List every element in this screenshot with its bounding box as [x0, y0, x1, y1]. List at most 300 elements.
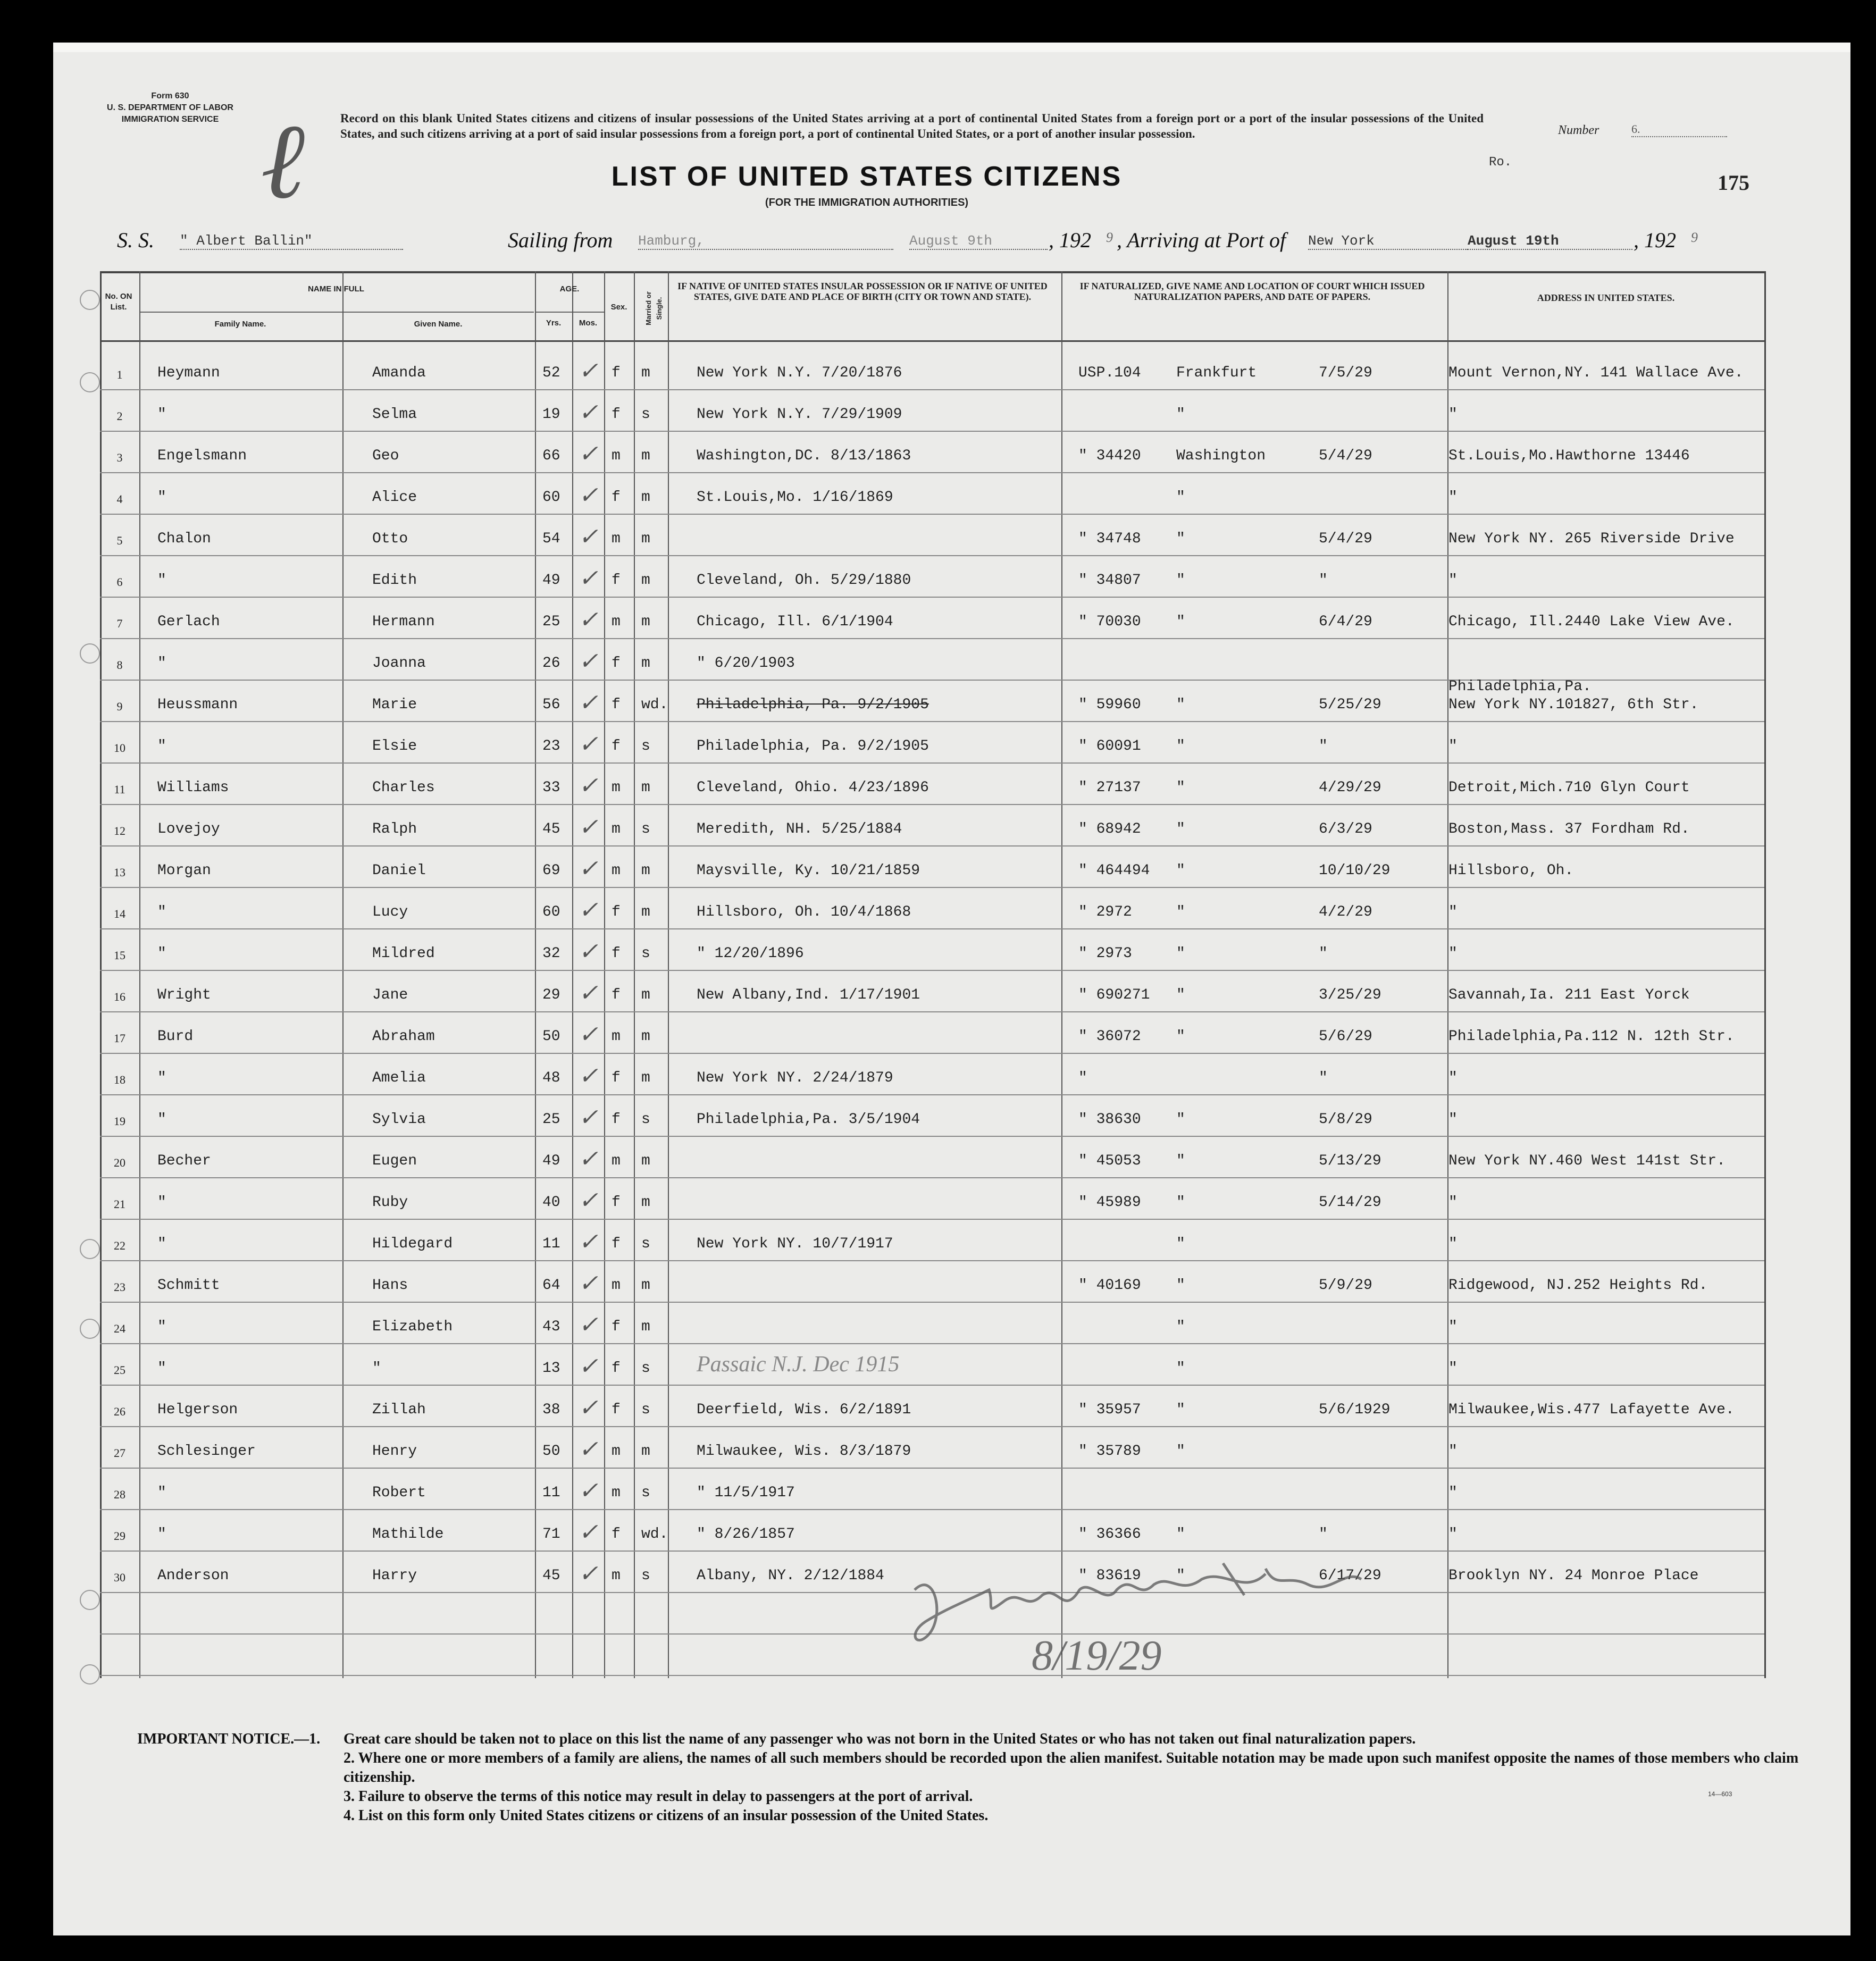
marital-status: s: [641, 1111, 650, 1128]
birth-place-date: Meredith, NH. 5/25/1884: [697, 821, 902, 837]
row-rule: [100, 1468, 1764, 1469]
us-address: Hillsboro, Oh.: [1448, 862, 1574, 879]
age-years: 11: [542, 1236, 560, 1252]
naturalization-number: " 2973: [1078, 945, 1132, 962]
naturalization-number: " 40169: [1078, 1277, 1141, 1294]
birth-place-date: Cleveland, Ohio. 4/23/1896: [697, 780, 929, 796]
age-years: 19: [542, 406, 560, 423]
marital-status: m: [641, 987, 650, 1003]
row-rule: [100, 1385, 1764, 1386]
family-name: Anderson: [157, 1568, 229, 1584]
check-mark-icon: ✓: [579, 1270, 598, 1296]
check-mark-icon: ✓: [579, 731, 598, 757]
row-rule: [100, 389, 1764, 390]
court-location: ": [1176, 945, 1185, 962]
row-rule: [100, 1094, 1764, 1095]
court-location: ": [1176, 614, 1185, 630]
check-mark-icon: ✓: [579, 1312, 598, 1338]
given-name: ": [372, 1360, 381, 1377]
court-location: ": [1176, 1153, 1185, 1169]
age-years: 38: [542, 1402, 560, 1418]
naturalization-number: USP.104: [1078, 365, 1141, 381]
age-years: 50: [542, 1028, 560, 1045]
sex: m: [612, 1443, 621, 1460]
court-location: ": [1176, 1236, 1185, 1252]
age-years: 32: [542, 945, 560, 962]
naturalization-date: 5/14/29: [1319, 1194, 1381, 1211]
birth-place-date: Philadelphia, Pa. 9/2/1905: [697, 738, 929, 755]
sex: f: [612, 738, 621, 755]
sex: f: [612, 1360, 621, 1377]
row-number: 10: [114, 741, 125, 755]
number-label: Number: [1558, 123, 1599, 137]
row-rule: [100, 721, 1764, 722]
age-years: 29: [542, 987, 560, 1003]
us-address: ": [1448, 1236, 1458, 1252]
us-address: ": [1448, 1485, 1458, 1501]
row-number: 21: [114, 1197, 125, 1211]
check-mark-icon: ✓: [579, 1104, 598, 1130]
check-mark-icon: ✓: [579, 1021, 598, 1047]
marital-status: s: [641, 1402, 650, 1418]
row-number: 18: [114, 1073, 125, 1086]
sex: f: [612, 1070, 621, 1086]
birth-place-date: Milwaukee, Wis. 8/3/1879: [697, 1443, 911, 1460]
birth-place-date: St.Louis,Mo. 1/16/1869: [697, 489, 893, 506]
naturalization-number: " 35957: [1078, 1402, 1141, 1418]
sex: m: [612, 1153, 621, 1169]
row-rule: [100, 1053, 1764, 1054]
given-name: Alice: [372, 489, 417, 506]
family-name: Gerlach: [157, 614, 220, 630]
family-name: ": [157, 1070, 166, 1086]
sex: f: [612, 1526, 621, 1543]
given-name: Amanda: [372, 365, 426, 381]
given-name: Hans: [372, 1277, 408, 1294]
row-number: 19: [114, 1114, 125, 1128]
marital-status: s: [641, 821, 650, 837]
court-location: ": [1176, 572, 1185, 589]
row-number: 11: [114, 783, 125, 796]
sex: f: [612, 945, 621, 962]
age-years: 23: [542, 738, 560, 755]
row-number: 12: [114, 824, 125, 837]
sex: f: [612, 1319, 621, 1335]
row-number: 8: [116, 658, 123, 672]
us-address: ": [1448, 1111, 1458, 1128]
given-name: Ruby: [372, 1194, 408, 1211]
page-number: 175: [1718, 171, 1749, 195]
punch-hole: [80, 1319, 100, 1339]
punch-hole: [80, 1239, 100, 1259]
sex: m: [612, 862, 621, 879]
birth-place-date: Philadelphia,Pa. 3/5/1904: [697, 1111, 920, 1128]
given-name: Elsie: [372, 738, 417, 755]
row-rule: [100, 1219, 1764, 1220]
header-age: AGE.: [559, 284, 580, 294]
marital-status: s: [641, 1236, 650, 1252]
marital-status: m: [641, 1319, 650, 1335]
ship-name: " Albert Ballin": [180, 233, 403, 250]
naturalization-date: 5/4/29: [1319, 448, 1372, 464]
sex: f: [612, 987, 621, 1003]
page-title: LIST OF UNITED STATES CITIZENS: [611, 161, 1123, 192]
sex: m: [612, 614, 621, 630]
marital-status: m: [641, 531, 650, 547]
marital-status: m: [641, 1277, 650, 1294]
naturalization-date: 10/10/29: [1319, 862, 1391, 879]
header-married-single: Married or Single.: [644, 291, 663, 325]
birth-place-date: New York NY. 10/7/1917: [697, 1236, 893, 1252]
given-name: Harry: [372, 1568, 417, 1584]
us-address: ": [1448, 1443, 1458, 1460]
given-name: Joanna: [372, 655, 426, 672]
header-name-in-full: NAME IN FULL: [308, 284, 364, 294]
us-address: ": [1448, 1194, 1458, 1211]
row-number: 24: [114, 1322, 125, 1335]
marital-status: m: [641, 1443, 650, 1460]
age-years: 60: [542, 904, 560, 920]
naturalization-date: ": [1319, 738, 1328, 755]
check-mark-icon: ✓: [579, 1146, 598, 1172]
family-name: Schlesinger: [157, 1443, 256, 1460]
naturalization-date: ": [1319, 1526, 1328, 1543]
us-address: ": [1448, 945, 1458, 962]
court-location: ": [1176, 1111, 1185, 1128]
row-number: 3: [116, 451, 123, 464]
family-name: ": [157, 904, 166, 920]
birth-place-date: Washington,DC. 8/13/1863: [697, 448, 911, 464]
family-name: Morgan: [157, 862, 211, 879]
row-rule: [100, 1136, 1764, 1137]
row-rule: [100, 1011, 1764, 1012]
us-address: Chicago, Ill.2440 Lake View Ave.: [1448, 614, 1735, 630]
age-years: 26: [542, 655, 560, 672]
marital-status: s: [641, 1360, 650, 1377]
us-address: ": [1448, 1360, 1458, 1377]
sex: m: [612, 1277, 621, 1294]
punch-hole: [80, 1664, 100, 1685]
marital-status: m: [641, 1194, 650, 1211]
given-name: Henry: [372, 1443, 417, 1460]
sex: f: [612, 489, 621, 506]
handwritten-mark: ℓ: [261, 103, 305, 221]
given-name: Selma: [372, 406, 417, 423]
given-name: Zillah: [372, 1402, 426, 1418]
given-name: Edith: [372, 572, 417, 589]
birth-place-date: Philadelphia, Pa. 9/2/1905: [697, 697, 929, 713]
court-location: Frankfurt: [1176, 365, 1257, 381]
age-years: 43: [542, 1319, 560, 1335]
given-name: Hildegard: [372, 1236, 453, 1252]
marital-status: wd.: [641, 1526, 668, 1543]
court-location: ": [1176, 780, 1185, 796]
arriving-label: , Arriving at Port of: [1117, 228, 1286, 252]
check-mark-icon: ✓: [579, 482, 598, 508]
sex: f: [612, 1111, 621, 1128]
header-no: No. ON List.: [105, 292, 132, 312]
header-bottom-rule: [100, 340, 1764, 342]
us-address: ": [1448, 904, 1458, 920]
us-address: New York NY.101827, 6th Str.: [1448, 697, 1699, 713]
us-address: St.Louis,Mo.Hawthorne 13446: [1448, 448, 1690, 464]
naturalization-date: 5/9/29: [1319, 1277, 1372, 1294]
notice-body: [344, 1730, 1811, 1825]
birth-place-date: Maysville, Ky. 10/21/1859: [697, 862, 920, 879]
given-name: Amelia: [372, 1070, 426, 1086]
court-location: ": [1176, 987, 1185, 1003]
header-mos: Mos.: [579, 319, 598, 328]
family-name: ": [157, 1526, 166, 1543]
naturalization-number: " 60091: [1078, 738, 1141, 755]
us-address: Savannah,Ia. 211 East Yorck: [1448, 987, 1690, 1003]
check-mark-icon: ✓: [579, 441, 598, 467]
check-mark-icon: ✓: [579, 897, 598, 923]
arrival-port: New York: [1308, 233, 1468, 250]
row-number: 14: [114, 907, 125, 920]
us-address: Philadelphia,Pa.112 N. 12th Str.: [1448, 1028, 1735, 1045]
row-number: 26: [114, 1405, 125, 1418]
birth-place-date: New York N.Y. 7/20/1876: [697, 365, 902, 381]
row-rule: [100, 1302, 1764, 1303]
birth-place-date: " 8/26/1857: [697, 1526, 795, 1543]
us-address: ": [1448, 406, 1458, 423]
naturalization-date: 4/2/29: [1319, 904, 1372, 920]
age-years: 25: [542, 614, 560, 630]
court-location: ": [1176, 821, 1185, 837]
family-name: ": [157, 572, 166, 589]
us-address: Milwaukee,Wis.477 Lafayette Ave.: [1448, 1402, 1735, 1418]
row-number: 27: [114, 1446, 125, 1460]
form-number: Form 630: [151, 91, 189, 100]
row-rule: [100, 514, 1764, 515]
birth-place-date: New York NY. 2/24/1879: [697, 1070, 893, 1086]
marital-status: s: [641, 406, 650, 423]
row-number: 9: [116, 700, 123, 713]
check-mark-icon: ✓: [579, 399, 598, 425]
family-name: ": [157, 406, 166, 423]
check-mark-icon: ✓: [579, 607, 598, 633]
age-years: 13: [542, 1360, 560, 1377]
birth-place-date: Hillsboro, Oh. 10/4/1868: [697, 904, 911, 920]
row-rule: [100, 1343, 1764, 1344]
age-years: 56: [542, 697, 560, 713]
sex: m: [612, 1568, 621, 1584]
us-address: Ridgewood, NJ.252 Heights Rd.: [1448, 1277, 1708, 1294]
marital-status: m: [641, 448, 650, 464]
check-mark-icon: ✓: [579, 524, 598, 550]
check-mark-icon: ✓: [579, 1519, 598, 1545]
given-name: Charles: [372, 780, 435, 796]
sex: m: [612, 1028, 621, 1045]
header-yrs: Yrs.: [546, 319, 562, 328]
us-address: ": [1448, 1319, 1458, 1335]
naturalization-number: " 27137: [1078, 780, 1141, 796]
court-location: ": [1176, 1277, 1185, 1294]
naturalization-number: " 690271: [1078, 987, 1150, 1003]
marital-status: m: [641, 365, 650, 381]
row-rule: [100, 1551, 1764, 1552]
court-location: ": [1176, 1568, 1185, 1584]
row-rule: [100, 431, 1764, 432]
birth-place-date: New Albany,Ind. 1/17/1901: [697, 987, 920, 1003]
court-location: ": [1176, 1028, 1185, 1045]
naturalization-date: 5/6/29: [1319, 1028, 1372, 1045]
us-address: ": [1448, 1526, 1458, 1543]
row-number: 29: [114, 1529, 125, 1543]
ss-label: S. S.: [117, 228, 154, 252]
sex: m: [612, 448, 621, 464]
given-name: Mildred: [372, 945, 435, 962]
notice-lead: IMPORTANT NOTICE.—1.: [137, 1731, 321, 1747]
age-years: 25: [542, 1111, 560, 1128]
check-mark-icon: ✓: [579, 1395, 598, 1421]
court-location: ": [1176, 406, 1185, 423]
naturalization-number: " 34807: [1078, 572, 1141, 589]
naturalization-number: " 83619: [1078, 1568, 1141, 1584]
naturalization-number: " 59960: [1078, 697, 1141, 713]
marital-status: m: [641, 572, 650, 589]
row-rule: [100, 555, 1764, 556]
age-years: 60: [542, 489, 560, 506]
age-years: 71: [542, 1526, 560, 1543]
marital-status: s: [641, 1485, 650, 1501]
sex: f: [612, 1194, 621, 1211]
punch-hole: [80, 643, 100, 664]
birth-place-date: New York N.Y. 7/29/1909: [697, 406, 902, 423]
given-name: Hermann: [372, 614, 435, 630]
row-number: 20: [114, 1156, 125, 1169]
court-location: ": [1176, 531, 1185, 547]
court-location: ": [1176, 697, 1185, 713]
naturalization-date: 5/6/1929: [1319, 1402, 1391, 1418]
court-location: ": [1176, 1526, 1185, 1543]
check-mark-icon: ✓: [579, 1436, 598, 1462]
family-name: ": [157, 945, 166, 962]
us-address: ": [1448, 489, 1458, 506]
us-address: ": [1448, 572, 1458, 589]
family-name: Williams: [157, 780, 229, 796]
birth-place-date: Chicago, Ill. 6/1/1904: [697, 614, 893, 630]
family-name: ": [157, 1194, 166, 1211]
given-name: Otto: [372, 531, 408, 547]
age-years: 11: [542, 1485, 560, 1501]
sex: f: [612, 406, 621, 423]
check-mark-icon: ✓: [579, 980, 598, 1006]
birth-place-date: Albany, NY. 2/12/1884: [697, 1568, 884, 1584]
marital-status: m: [641, 1070, 650, 1086]
notice-item-1: Great care should be taken not to place on this list the name of any passenger who was not born in the United States or who has not taken out final naturalization papers.: [344, 1731, 1416, 1747]
us-address: New York NY. 265 Riverside Drive: [1448, 531, 1735, 547]
given-name: Mathilde: [372, 1526, 444, 1543]
court-location: ": [1176, 862, 1185, 879]
check-mark-icon: ✓: [579, 1561, 598, 1587]
row-rule: [100, 928, 1764, 929]
age-years: 49: [542, 1153, 560, 1169]
row-number: 6: [116, 575, 123, 589]
family-name: Heymann: [157, 365, 220, 381]
sex: m: [612, 1485, 621, 1501]
arrival-year-label: , 192: [1634, 228, 1676, 252]
sex: f: [612, 655, 621, 672]
check-mark-icon: ✓: [579, 1229, 598, 1255]
birth-place-date: Cleveland, Oh. 5/29/1880: [697, 572, 911, 589]
naturalization-number: " 34420: [1078, 448, 1141, 464]
court-location: ": [1176, 1319, 1185, 1335]
row-rule: [100, 638, 1764, 639]
family-name: Wright: [157, 987, 211, 1003]
family-name: Becher: [157, 1153, 211, 1169]
sex: f: [612, 1236, 621, 1252]
age-subheader-rule: [535, 312, 604, 313]
table-top-rule: [100, 271, 1764, 273]
court-location: ": [1176, 904, 1185, 920]
header-address: ADDRESS IN UNITED STATES.: [1537, 292, 1675, 303]
naturalization-number: " 38630: [1078, 1111, 1141, 1128]
form-code: 14—603: [1708, 1790, 1732, 1798]
row-number: 4: [116, 492, 123, 506]
age-years: 40: [542, 1194, 560, 1211]
row-number: 15: [114, 949, 125, 962]
sailing-port: Hamburg,: [638, 233, 893, 250]
age-years: 64: [542, 1277, 560, 1294]
check-mark-icon: ✓: [579, 1353, 598, 1379]
sex: m: [612, 821, 621, 837]
birth-place-date: " 12/20/1896: [697, 945, 804, 962]
family-name: Engelsmann: [157, 448, 247, 464]
naturalization-number: " 35789: [1078, 1443, 1141, 1460]
sailing-year-suffix: 9: [1106, 230, 1113, 245]
given-name: Eugen: [372, 1153, 417, 1169]
row-rule: [100, 1260, 1764, 1261]
given-name: Daniel: [372, 862, 426, 879]
check-mark-icon: ✓: [579, 1063, 598, 1089]
row-number: 28: [114, 1488, 125, 1501]
header-birth: IF NATIVE OF UNITED STATES INSULAR POSSESSION OR IF NATIVE OF UNITED STATES, GIVE DATE AND PLACE OF BIRTH (CITY OR TOWN AND STATE).: [677, 281, 1048, 302]
us-address: ": [1448, 738, 1458, 755]
given-name: Geo: [372, 448, 399, 464]
court-location: ": [1176, 1360, 1185, 1377]
row-number: 7: [116, 617, 123, 630]
naturalization-number: " 68942: [1078, 821, 1141, 837]
naturalization-date: 6/4/29: [1319, 614, 1372, 630]
instructions-text: Record on this blank United States citizens and citizens of insular possessions of the United States arriving at a port of continental United States from a foreign port or a port of the insular possessions of the United States, and such citizens arriving at a port of said insular possessions from a foreign port, a port of continental United States, or a port of another insular possession.: [340, 112, 1484, 140]
row-rule: [100, 804, 1764, 805]
row-number: 25: [114, 1363, 125, 1377]
marital-status: m: [641, 1028, 650, 1045]
sex: f: [612, 904, 621, 920]
naturalization-date: ": [1319, 945, 1328, 962]
row-number: 23: [114, 1280, 125, 1294]
court-location: ": [1176, 738, 1185, 755]
naturalization-number: ": [1078, 1070, 1087, 1086]
family-name: ": [157, 655, 166, 672]
notice-item-3: 3. Failure to observe the terms of this notice may result in delay to passengers at the port of arrival.: [344, 1788, 973, 1805]
us-address: Detroit,Mich.710 Glyn Court: [1448, 780, 1690, 796]
marital-status: m: [641, 780, 650, 796]
family-name: ": [157, 1236, 166, 1252]
handwritten-date: 8/19/29: [1032, 1632, 1162, 1679]
service-name: IMMIGRATION SERVICE: [121, 115, 219, 124]
court-location: Washington: [1176, 448, 1266, 464]
naturalization-date: 7/5/29: [1319, 365, 1372, 381]
check-mark-icon: ✓: [579, 938, 598, 965]
row-rule: [100, 1177, 1764, 1178]
us-address: Brooklyn NY. 24 Monroe Place: [1448, 1568, 1699, 1584]
court-location: ": [1176, 1402, 1185, 1418]
naturalization-number: " 36072: [1078, 1028, 1141, 1045]
ro-label: Ro.: [1489, 155, 1512, 170]
